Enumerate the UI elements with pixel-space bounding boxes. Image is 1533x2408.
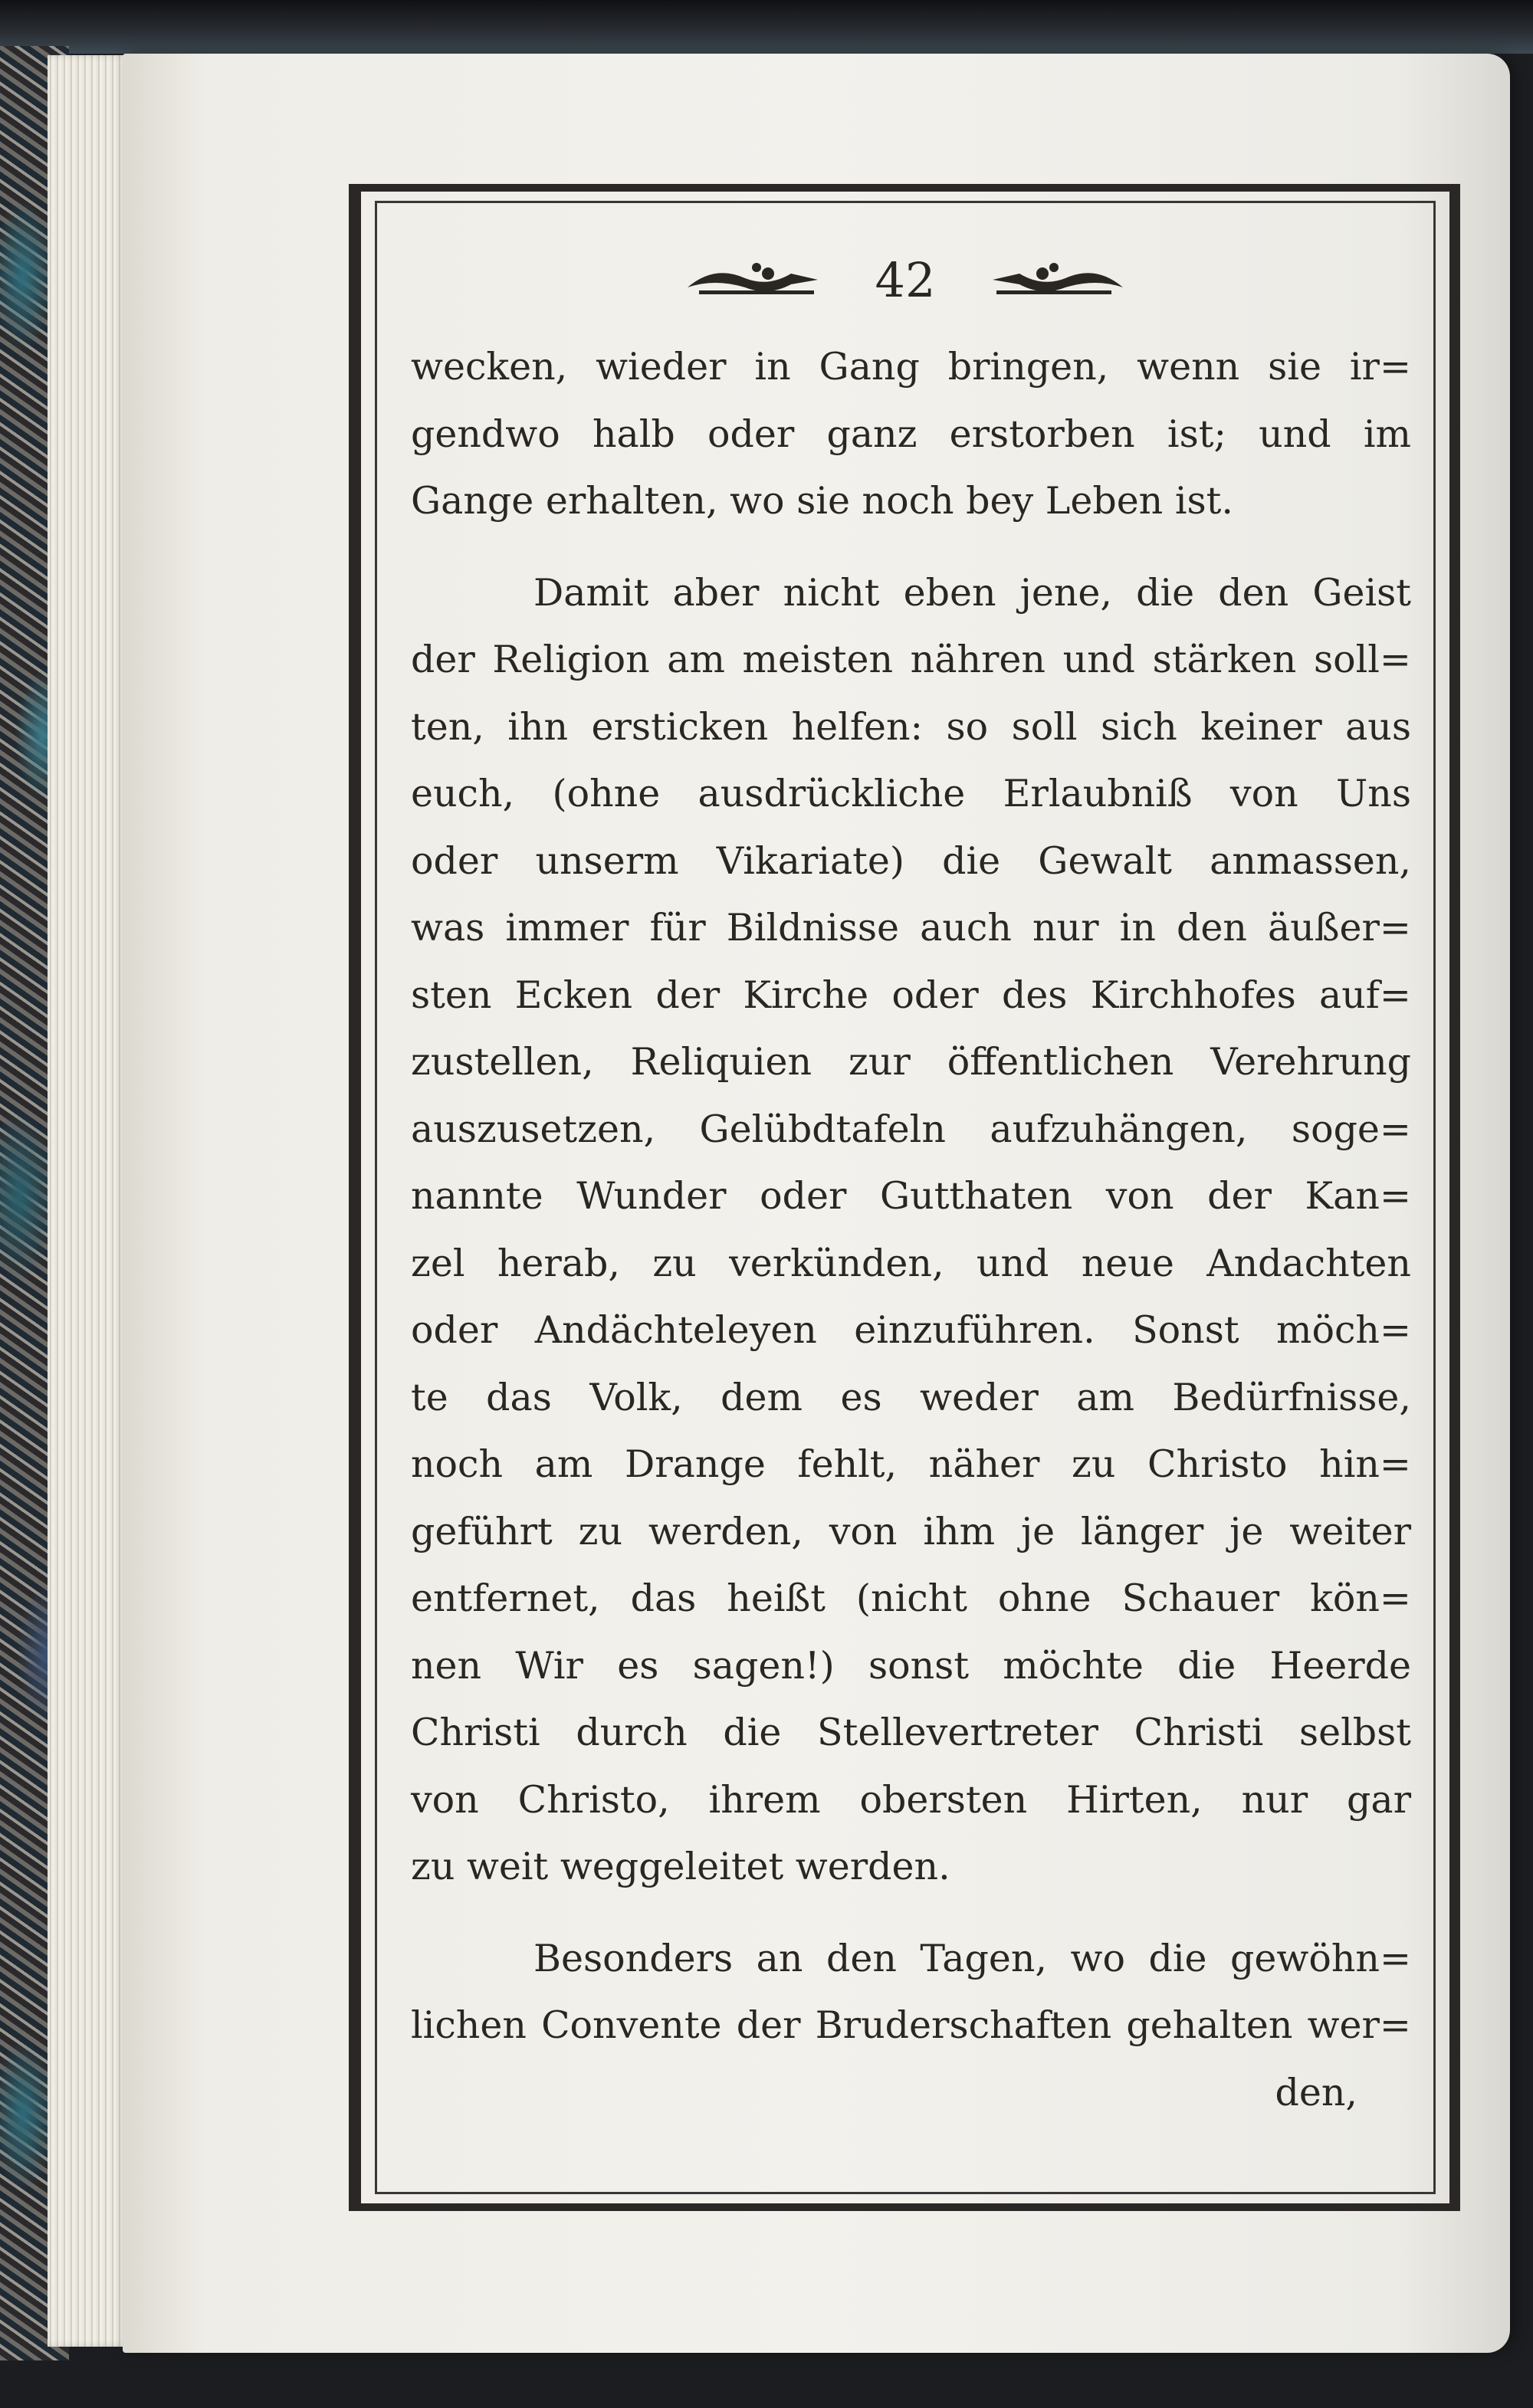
text-line: von Christo, ihrem obersten Hirten, nur gar [411, 1777, 1411, 1822]
text-line: entfernet, das heißt (nicht ohne Schauer kön= [411, 1576, 1411, 1620]
text-line: Besonders an den Tagen, wo die gewöhn= [533, 1936, 1411, 1980]
text-line: euch, (ohne ausdrückliche Erlaubniß von Uns [411, 772, 1411, 815]
text-line: oder Andächteleyen einzuführen. Sonst möch= [411, 1308, 1411, 1352]
text-line: geführt zu werden, von ihm je länger je weiter [411, 1509, 1411, 1553]
text-line: noch am Drange fehlt, näher zu Christo hin= [411, 1442, 1411, 1486]
text-line: oder unserm Vikariate) die Gewalt anmassen, [411, 838, 1411, 883]
text-line: lichen Convente der Bruderschaften gehalten wer= [411, 2003, 1411, 2047]
text-line: Damit aber nicht eben jene, die den Geist [533, 570, 1411, 615]
text-line: zu weit weggeleitet werden. [411, 1845, 950, 1888]
text-line: ten, ihn ersticken helfen: so soll sich keiner aus [411, 704, 1411, 749]
text-line: auszusetzen, Gelübdtafeln aufzuhängen, soge= [411, 1107, 1411, 1151]
text-line: wecken, wieder in Gang bringen, wenn sie ir= [411, 345, 1411, 389]
text-line: sten Ecken der Kirche oder des Kirchhofes auf= [411, 973, 1411, 1017]
printed-border-frame [349, 184, 1460, 2211]
left-ornament-icon [684, 257, 822, 303]
paragraph-3 [411, 1925, 1411, 2059]
text-line: zustellen, Reliquien zur öffentlichen Verehrung [411, 1040, 1411, 1084]
text-line: was immer für Bildnisse auch nur in den äußer= [411, 906, 1411, 950]
text-line: nannte Wunder oder Gutthaten von der Kan= [411, 1174, 1411, 1218]
text-line: gendwo halb oder ganz erstorben ist; und im [411, 412, 1411, 456]
text-line: zel herab, zu verkünden, und neue Andachten [411, 1241, 1411, 1285]
right-ornament-icon [989, 257, 1127, 303]
text-line: Gange erhalten, wo sie noch bey Leben ist. [411, 479, 1233, 523]
book-binding-top [0, 0, 1533, 54]
body-text [411, 333, 1411, 2126]
page-number: 42 [875, 251, 936, 308]
page-header [361, 245, 1449, 314]
catchword: den, [1275, 2070, 1357, 2114]
text-line: nen Wir es sagen!) sonst möchte die Heerde [411, 1643, 1411, 1688]
paragraph-1 [411, 333, 1411, 535]
paragraph-2 [411, 559, 1411, 1901]
text-line: te das Volk, dem es weder am Bedürfnisse, [411, 1375, 1411, 1419]
text-line: Christi durch die Stellevertreter Christi selbst [411, 1711, 1411, 1754]
text-line: der Religion am meisten nähren und stärken soll= [411, 638, 1411, 681]
